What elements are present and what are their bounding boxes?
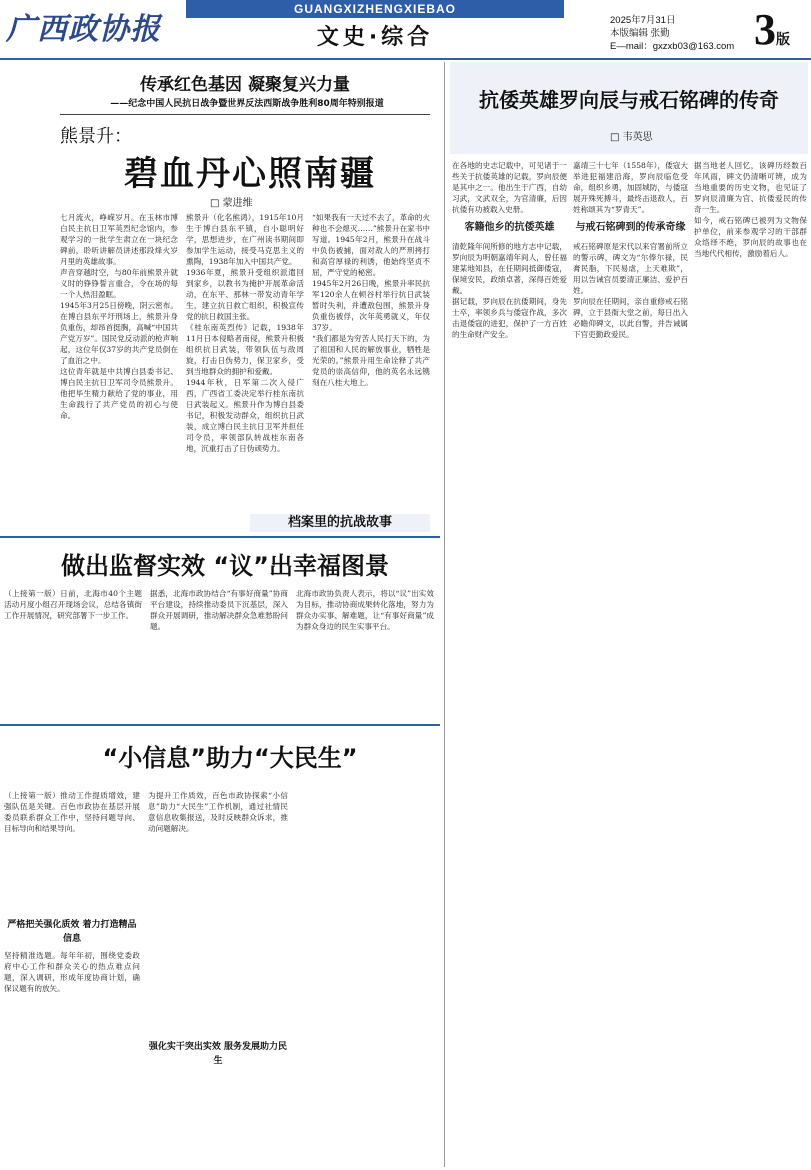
article3-title-prefix: 做出监督实效: [61, 552, 206, 580]
pinyin-banner: GUANGXIZHENGXIEBAO: [186, 0, 564, 18]
article1-col-1: [60, 212, 178, 512]
paragraph: （上接第一版）日前，北海市40个主题活动月度小组召开现场会议，总结各镇街工作开展情况，研究部署下一步工作。: [4, 589, 142, 620]
paragraph: 声音穿越时空，与80年前熊景升就义时的铮铮誓言重合，令在场的每一个人热泪盈眶。: [60, 268, 178, 299]
contact-email: E—mail：gxzxb03@163.com: [610, 41, 735, 52]
article1-col-3: [312, 212, 430, 512]
article4-col-1: [4, 790, 140, 912]
section-title: 文史·综合: [316, 25, 434, 50]
article2-col-3: [694, 160, 807, 1165]
article4-subhead-2: 强化实干突出实效 服务发展助力民生: [148, 1042, 288, 1066]
article4-col-1b: [4, 950, 140, 1165]
paragraph: 七月流火，峥嵘岁月。在玉林市博白民主抗日卫军英烈纪念馆内，参观学习的一批学生肃立在一块纪念碑前，聆听讲解员讲述那段烽火岁月里的英雄故事。: [60, 213, 178, 266]
article1-bottom-rule: [0, 536, 440, 538]
article1-top-rule: [60, 114, 430, 115]
paragraph: 在各地的史志记载中，可见诸于一些关于抗倭英雄的记载，罗向辰便是其中之一。他出生于广西，自幼习武，文武双全，为官清廉，后因抗倭有功被载入史册。: [452, 161, 567, 214]
paragraph: 1945年2月26日晚，熊景升率民抗军120余人在顿谷村举行抗日武装暂时失利，并遭敌包围，熊景升身负重伤被俘，次年英勇就义，年仅37岁。: [312, 279, 430, 332]
issue-meta: [610, 14, 750, 53]
paragraph: 熊景升（化名熊鸿），1915年10月生于博白县东平镇，自小聪明好学，思想进步，在广州读书期间即参加学生运动，接受马克思主义的熏陶，1938年加入中国共产党。: [186, 213, 304, 266]
paragraph: 清乾隆年间所修的地方志中记载，罗向辰为明朝嘉靖年间人，曾任福建某地知县，在任期间抵御倭寇，保境安民，政绩卓著，深得百姓爱戴。: [452, 242, 567, 295]
paragraph: 据当地老人回忆，该碑历经数百年风雨，碑文仍清晰可辨，成为当地重要的历史文物，也见证了罗向辰清廉为官、抗倭爱民的传奇一生。: [694, 161, 807, 214]
article2-col-2: [573, 160, 688, 1165]
article2-byline: [610, 128, 730, 143]
page-suffix: 版: [776, 32, 790, 48]
article1-author: 蒙进维: [222, 198, 253, 209]
article3-title: [20, 546, 430, 581]
masthead-rule: [0, 58, 811, 60]
article1-subtitle: ——纪念中国人民抗日战争暨世界反法西斯战争胜利80周年特别报道: [110, 99, 384, 109]
article4-subhead-1: 严格把关强化质效 着力打造精品信息: [7, 920, 137, 944]
article1-kicker: 传承红色基因 凝聚复兴力量: [140, 75, 350, 95]
paragraph: 据记载，罗向辰在抗倭期间，身先士卒，率领乡兵与倭寇作战，多次击退倭寇的进犯，保护了一方百姓的生命财产安全。: [452, 297, 567, 339]
author-box-icon: □: [210, 198, 223, 209]
paragraph: 1945年3月25日傍晚，阴云密布。在博白县东平圩刑场上，熊景升身负重伤，却昂首挺胸，高喊“中国共产党万岁”。国民党反动派的枪声响起，这位年仅37岁的共产党员倒在了血泊之中。: [60, 301, 178, 365]
article2-col-1: [452, 160, 567, 1165]
article2-title: 抗倭英雄罗向辰与戒石铭碑的传奇: [479, 88, 779, 112]
archive-caption: 档案里的抗战故事: [287, 515, 392, 530]
article1-col-2: [186, 212, 304, 512]
paragraph: 戒石铭碑原是宋代以来官署前所立的警示碑，碑文为“尔俸尔禄，民膏民脂，下民易虐，上天难欺”，用以告诫官员要清正廉洁、爱护百姓。: [573, 242, 688, 295]
page-number-value: 3: [754, 5, 776, 54]
article3-col-2: [150, 588, 288, 718]
article3-bottom-rule: [0, 724, 440, 726]
article2-author: 韦英思: [622, 132, 653, 143]
page-editor: 本版编辑 张勤: [610, 28, 670, 39]
article2-subhead-1: 客籍他乡的抗倭英雄: [464, 222, 555, 233]
paragraph: 嘉靖三十七年（1558年），倭寇大举进犯福建沿海，罗向辰临危受命，组织乡勇，加固城防，与倭寇展开殊死搏斗，最终击退敌人，百姓称颂其为“罗青天”。: [573, 161, 688, 214]
article3-col-1: [4, 588, 142, 718]
page-number: [754, 6, 806, 54]
article4-col-3: [296, 790, 434, 1165]
newspaper-logo: 广西政协报: [6, 12, 161, 47]
paragraph: “我们都是为穷苦人民打天下的，为了祖国和人民的解放事业，牺牲是光荣的。”熊景升用生命诠释了共产党员的崇高信仰，他的英名永远镌刻在八桂大地上。: [312, 334, 430, 387]
paragraph: 《桂东南英烈传》记载，1938年11月日本侵略者南侵，熊景升积极组织抗日武装，带领队伍与敌周旋，打击日伪势力，保卫家乡，受到当地群众的拥护和爱戴。: [186, 323, 304, 376]
article1-column-label: 熊景升：: [60, 126, 132, 147]
paragraph: “如果我有一天过不去了，革命的火种也不会熄灭……”熊景升在家书中写道。1945年2月，熊景升在战斗中负伤被捕，面对敌人的严刑拷打和高官厚禄的利诱，他始终坚贞不屈，严守党的秘密。: [312, 213, 430, 277]
paragraph: 如今，戒石铭碑已被列为文物保护单位，前来参观学习的干部群众络绎不绝，罗向辰的故事也在当地代代相传，激励着后人。: [694, 216, 807, 258]
column-divider: [444, 62, 445, 1167]
article1-title: 碧血丹心照南疆: [124, 154, 376, 194]
paragraph: 这位青年就是中共博白县委书记、博白民主抗日卫军司令员熊景升。他把毕生精力献给了党的事业，用生命践行了共产党员的初心与使命。: [60, 367, 178, 420]
paragraph: 1944年秋，日军第二次入侵广西，广西省工委决定举行桂东南抗日武装起义。熊景升作为博白县委书记，积极发动群众，组织抗日武装，成立博白民主抗日卫军并担任司令员，率领部队转战桂东南各地，沉重打击了日伪顽势力。: [186, 378, 304, 453]
author-box-icon: □: [610, 132, 623, 143]
issue-date: 2025年7月31日: [610, 15, 676, 26]
paragraph: 为提升工作质效，百色市政协探索“小信息”助力“大民生”工作机制，通过社情民意信息收集报送，及时反映群众诉求，推动问题解决。: [148, 791, 288, 833]
article3-title-quoted: “议”出幸福图景: [213, 552, 389, 580]
paragraph: 坚持精准选题。每年年初，围绕党委政府中心工作和群众关心的热点难点问题，深入调研，形成年度协商计划，确保议题有的放矢。: [4, 951, 140, 993]
article3-col-3: [296, 588, 434, 718]
article4-title: “小信息”助力“大民生”: [102, 744, 358, 772]
paragraph: 罗向辰在任期间，亲自重修戒石铭碑，立于县衙大堂之前，每日出入必瞻仰碑文，以此自警，并告诫属下官吏勤政爱民。: [573, 297, 688, 339]
article4-col-2: [148, 790, 288, 1165]
paragraph: 据悉，北海市政协结合“有事好商量”协商平台建设，持续推动委员下沉基层，深入群众开展调研，推动解决群众急难愁盼问题。: [150, 589, 288, 631]
paragraph: （上接第一版）推动工作提质增效，建强队伍是关键。百色市政协在基层开展委员联系群众工作中，坚持问题导向、目标导向和结果导向。: [4, 791, 140, 833]
archive-caption-box: [250, 514, 430, 532]
article1-byline: [210, 194, 330, 209]
article2-subhead-2: 与戒石铭碑到的传承奇缘: [575, 222, 686, 233]
paragraph: 1936年夏，熊景升受组织派遣回到家乡，以教书为掩护开展革命活动，在东平、那林一带发动青年学生，建立抗日救亡组织，积极宣传党的抗日救国主张。: [186, 268, 304, 321]
paragraph: 北海市政协负责人表示，将以“议”出实效为目标，推动协商成果转化落地，努力为群众办实事、解难题，让“有事好商量”成为群众身边的民生实事平台。: [296, 589, 434, 631]
